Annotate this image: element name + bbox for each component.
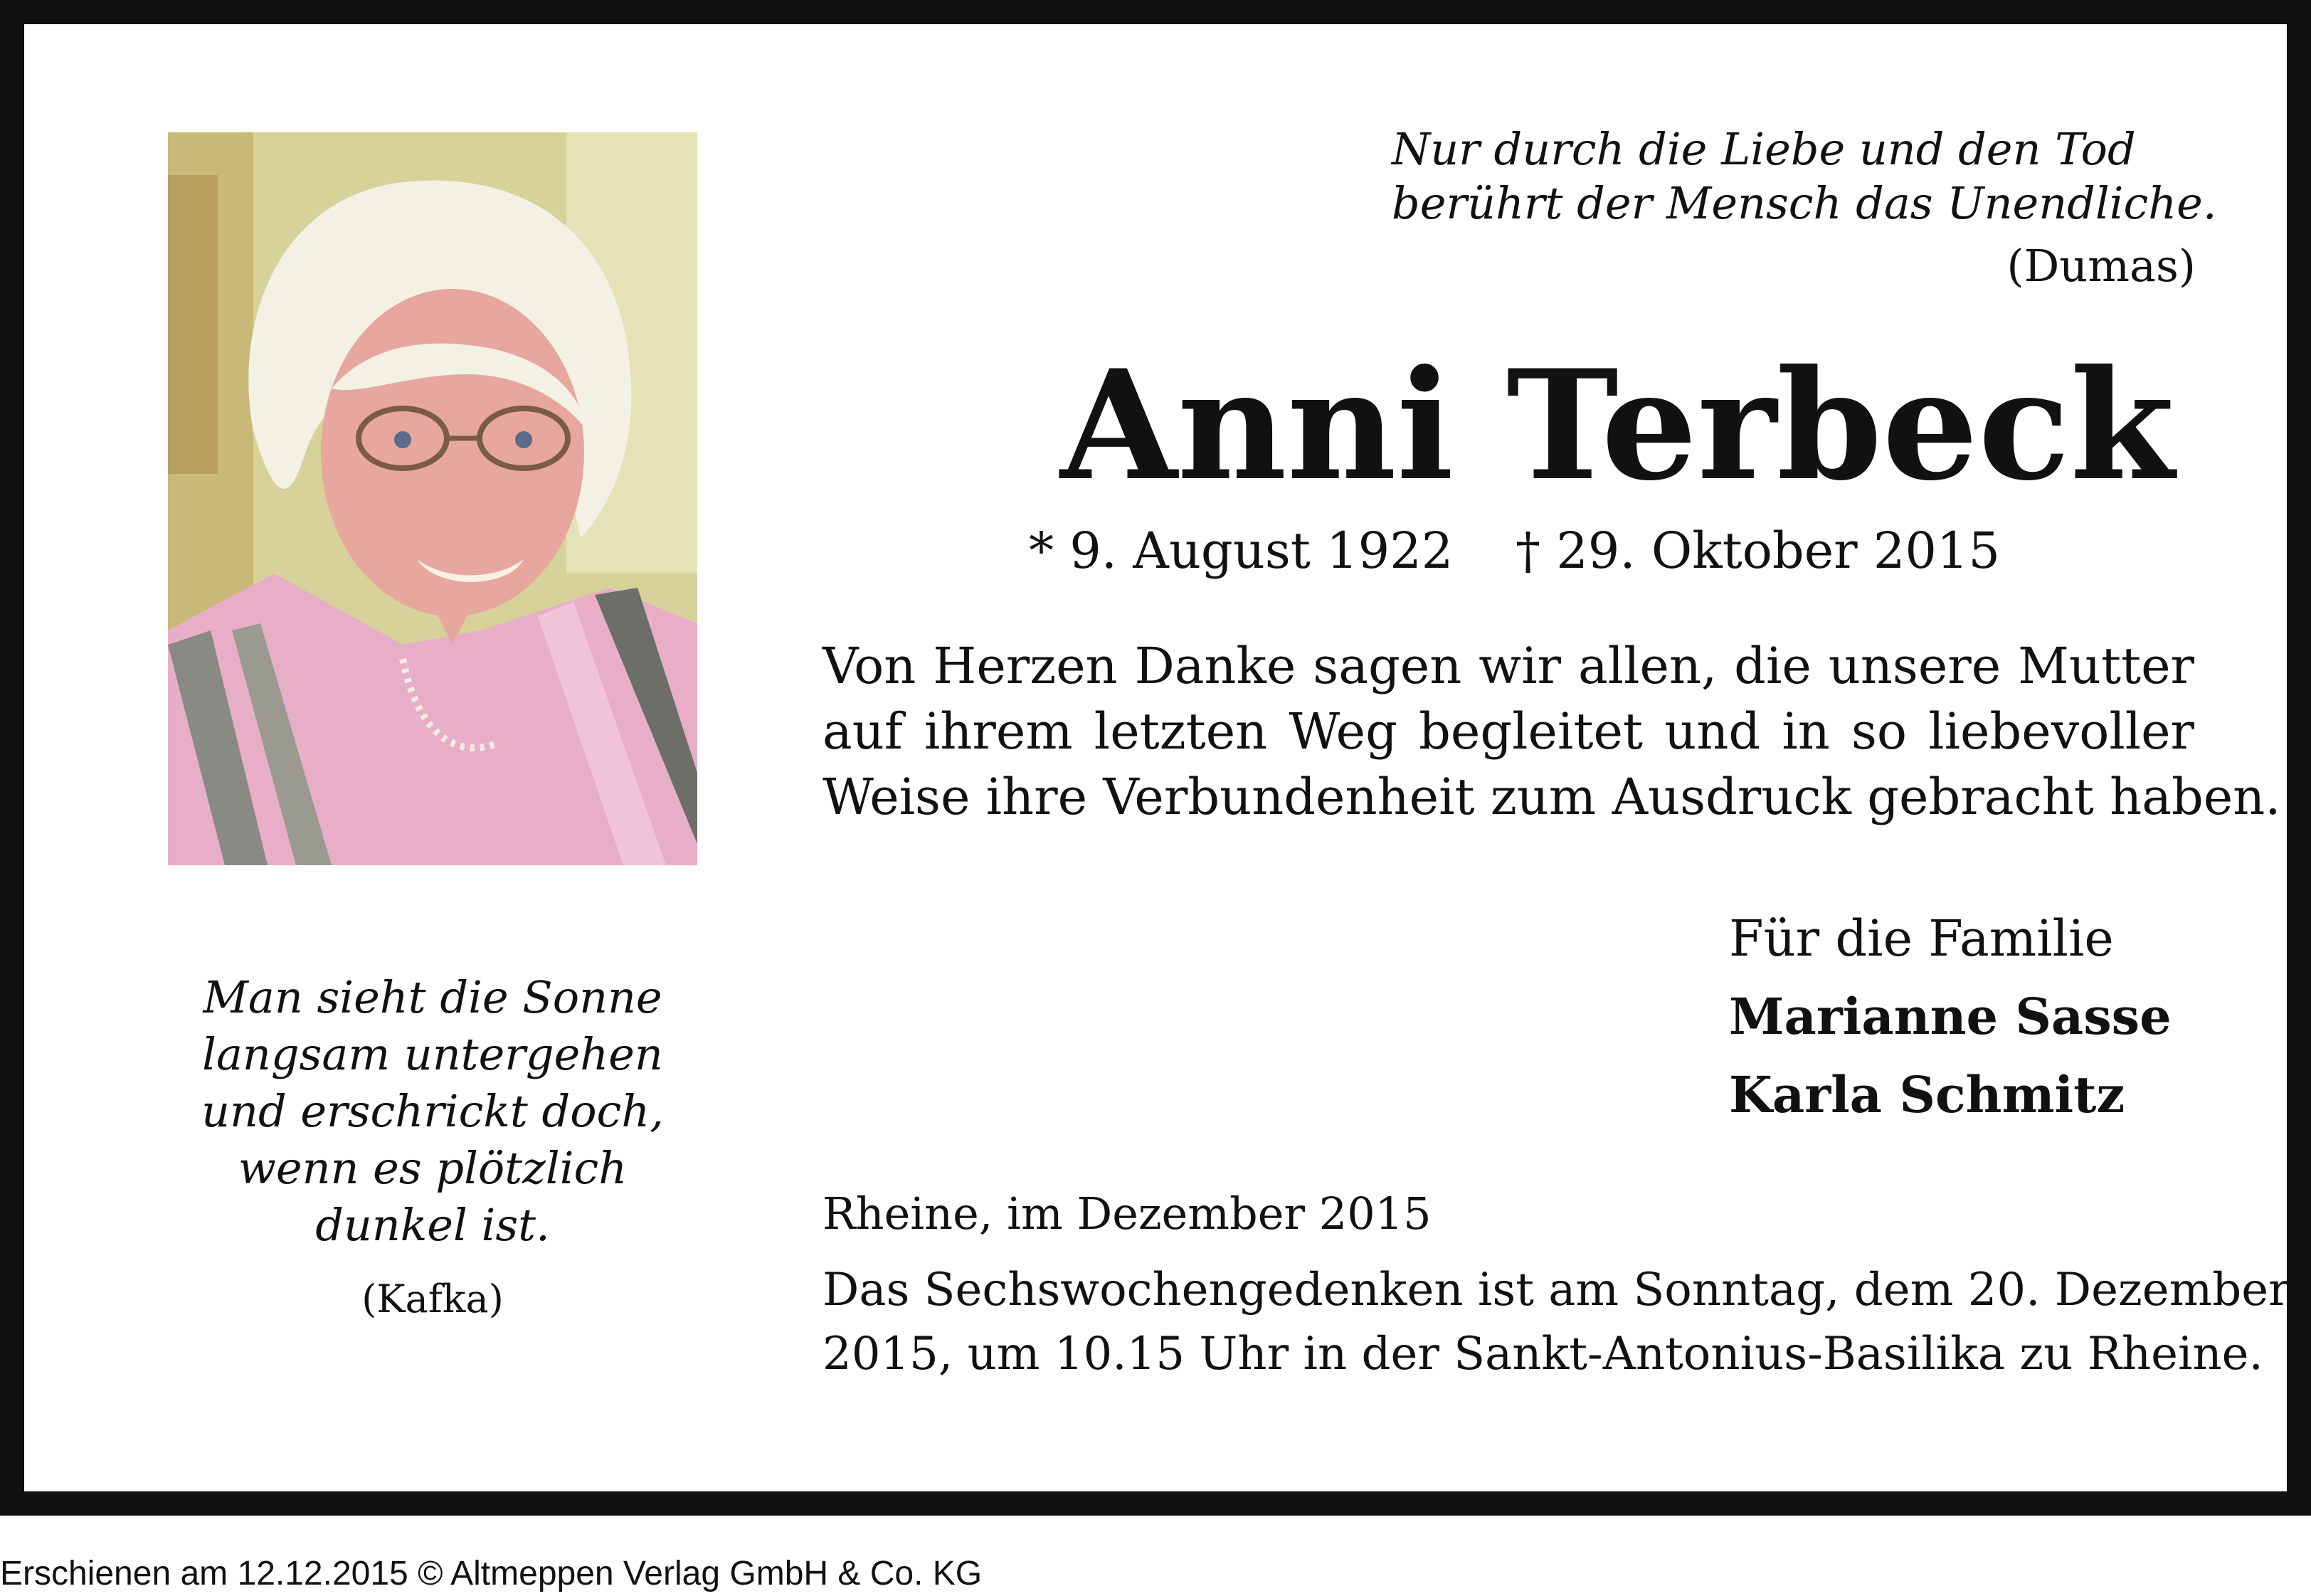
life-dates (1029, 521, 2061, 581)
left-quote (168, 969, 697, 1328)
notice-line: Das Sechswochengedenken ist am Sonntag, dem 20. Dezember (823, 1264, 2290, 1316)
death-date: † 29. Oktober 2015 (1516, 522, 2000, 580)
left-quote-line: wenn es plötzlich (238, 1142, 628, 1194)
thanks-line: auf ihrem letzten Weg begleitet und in so liebevoller (823, 702, 2194, 761)
left-quote-author: (Kafka) (361, 1277, 504, 1321)
top-quote-line: Nur durch die Liebe und den Tod (1392, 123, 2136, 175)
family-member: Karla Schmitz (1729, 1065, 2125, 1124)
left-quote-line: dunkel ist. (315, 1199, 550, 1251)
family-signature (1729, 899, 2172, 1134)
family-intro: Für die Familie (1729, 909, 2114, 968)
top-quote (1392, 122, 2217, 293)
thanks-line: Weise ihre Verbundenheit zum Ausdruck gebracht haben. (823, 768, 2281, 826)
deceased-name: Anni Terbeck (1060, 337, 2175, 514)
memorial-notice (823, 1258, 2290, 1386)
birth-date: * 9. August 1922 (1029, 522, 1454, 580)
notice-line: 2015, um 10.15 Uhr in der Sankt-Antonius-Basilika zu Rheine. (823, 1328, 2263, 1380)
top-quote-line: berührt der Mensch das Unendliche. (1392, 177, 2217, 229)
thanks-text (823, 633, 2281, 830)
left-quote-line: und erschrickt doch, (201, 1085, 664, 1137)
publication-footer: Erschienen am 12.12.2015 © Altmeppen Verlag GmbH & Co. KG (0, 1555, 983, 1592)
left-quote-line: Man sieht die Sonne (203, 971, 662, 1023)
portrait-illustration (168, 132, 697, 865)
thanks-line: Von Herzen Danke sagen wir allen, die unsere Mutter (823, 637, 2194, 695)
family-member: Marianne Sasse (1729, 987, 2172, 1046)
left-quote-line: langsam untergehen (202, 1028, 663, 1080)
place-and-date: Rheine, im Dezember 2015 (823, 1188, 1432, 1240)
portrait-photo (168, 132, 697, 865)
top-quote-author: (Dumas) (2006, 240, 2196, 292)
